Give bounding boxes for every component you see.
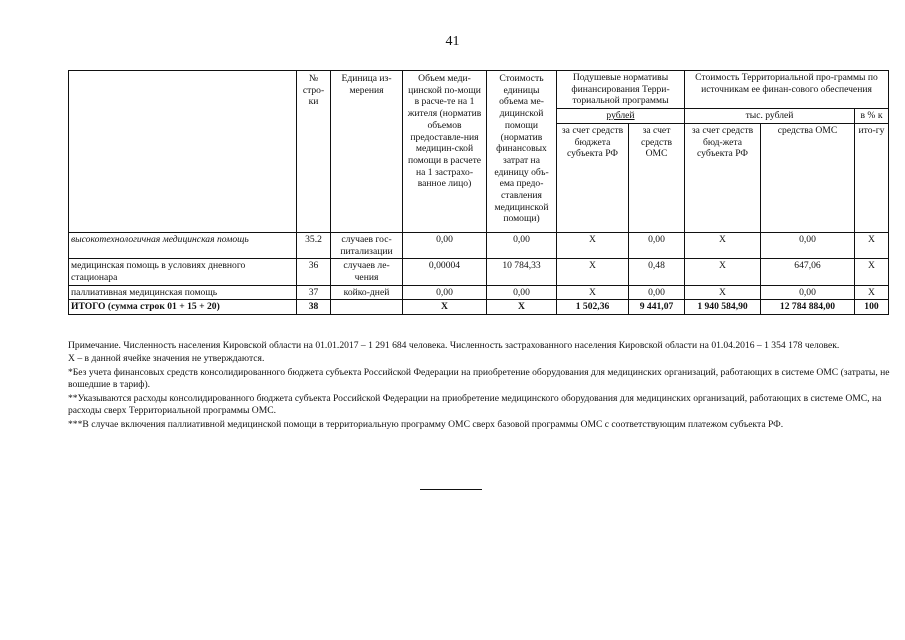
header-cost-budget: за счет средств бюд-жета субъекта РФ (685, 123, 761, 232)
page-number: 41 (445, 34, 460, 49)
closing-divider (420, 489, 482, 490)
row-volume: 0,00 (403, 285, 487, 300)
header-percapita-budget: за счет средств бюджета субъекта РФ (557, 123, 629, 232)
header-name-cell (69, 71, 297, 233)
table-row (69, 232, 889, 258)
header-volume: Объем меди-цинской по-мощи в расче-те на 1 жителя (норматив объемов предоставле-ния медицин-ской помощи в расчете на 1 застрахо-ванное лицо) (403, 71, 487, 233)
row-cost-oms: 647,06 (761, 259, 855, 285)
row-cost-per-unit: 10 784,33 (487, 259, 557, 285)
note-footnote-2: **Указываются расходы консолидированного бюджета субъекта Российской Федерации на приобретение медицинского оборудования для медицинских организаций, работающих в системе ОМС, на расходы сверх Территориальной программы ОМС. (68, 392, 882, 417)
row-number: 35.2 (297, 232, 331, 258)
header-percapita-oms: за счет средств ОМС (629, 123, 685, 232)
header-percapita-units (557, 109, 685, 124)
header-cost-per-unit: Стоимость единицы объема ме-дицинской помощи (норматив финансовых затрат на единицу объ-ема предо-ставления медицинской помощи) (487, 71, 557, 233)
financing-table (68, 70, 889, 315)
total-percapita-budget: 1 502,36 (557, 300, 629, 315)
total-name: ИТОГО (сумма строк 01 + 15 + 20) (69, 300, 297, 315)
header-cost-group: Стоимость Территориальной про-граммы по источникам ее финан-сового обеспечения (685, 71, 889, 109)
total-unit (331, 300, 403, 315)
row-cost-budget: X (685, 259, 761, 285)
row-percapita-budget: X (557, 232, 629, 258)
row-unit: койко-дней (331, 285, 403, 300)
row-cost-per-unit: 0,00 (487, 285, 557, 300)
row-number: 37 (297, 285, 331, 300)
row-name: высокотехнологичная медицинская помощь (69, 232, 297, 258)
notes-block (68, 340, 894, 432)
header-percapita-units-text: рублей (606, 110, 635, 122)
row-percapita-oms: 0,48 (629, 259, 685, 285)
table-row (69, 259, 889, 285)
row-percapita-budget: X (557, 259, 629, 285)
row-cost-oms: 0,00 (761, 285, 855, 300)
header-unit: Единица из-мерения (331, 71, 403, 233)
row-cost-percent: X (855, 285, 889, 300)
table-row (69, 285, 889, 300)
note-x-meaning: Х – в данной ячейке значения не утверждаются. (68, 353, 265, 365)
row-unit: случаев ле-чения (331, 259, 403, 285)
note-footnote-1: *Без учета финансовых средств консолидированного бюджета субъекта Российской Федерации на приобретение оборудования для медицинских организаций, работающих в системе ОМС (затраты, не вошедшие в тариф). (68, 366, 890, 391)
row-percapita-oms: 0,00 (629, 232, 685, 258)
financing-table-wrapper (68, 70, 889, 315)
note-footnote-3: ***В случае включения паллиативной медицинской помощи в территориальную программу ОМС сверх базовой программы ОМС с соответствующим платежом субъекта РФ. (68, 418, 784, 430)
total-cost-oms: 12 784 884,00 (761, 300, 855, 315)
header-cost-percent-total: ито-гу (855, 123, 889, 232)
row-unit: случаев гос-питализации (331, 232, 403, 258)
note-population: Примечание. Численность населения Кировской области на 01.01.2017 – 1 291 684 человека. Численность застрахованного населения Кировской области на 01.04.2016 – 1 354 178 человек. (68, 340, 840, 351)
total-volume: X (403, 300, 487, 315)
row-name: медицинская помощь в условиях дневного стационара (69, 259, 297, 285)
total-percapita-oms: 9 441,07 (629, 300, 685, 315)
row-percapita-oms: 0,00 (629, 285, 685, 300)
header-percapita-group: Подушевые нормативы финансирования Терри-ториальной программы (557, 71, 685, 109)
header-cost-percent-label: в % к (855, 109, 889, 124)
total-number: 38 (297, 300, 331, 315)
row-cost-percent: X (855, 259, 889, 285)
header-row-number: № стро-ки (297, 71, 331, 233)
table-total-row (69, 300, 889, 315)
row-number: 36 (297, 259, 331, 285)
row-volume: 0,00004 (403, 259, 487, 285)
header-cost-units: тыс. рублей (685, 109, 855, 124)
row-cost-percent: X (855, 232, 889, 258)
row-percapita-budget: X (557, 285, 629, 300)
row-volume: 0,00 (403, 232, 487, 258)
row-cost-budget: X (685, 232, 761, 258)
row-name: паллиативная медицинская помощь (69, 285, 297, 300)
row-cost-oms: 0,00 (761, 232, 855, 258)
row-cost-per-unit: 0,00 (487, 232, 557, 258)
total-cost-per-unit: X (487, 300, 557, 315)
total-cost-budget: 1 940 584,90 (685, 300, 761, 315)
row-cost-budget: X (685, 285, 761, 300)
header-cost-oms: средства ОМС (761, 123, 855, 232)
total-cost-percent: 100 (855, 300, 889, 315)
